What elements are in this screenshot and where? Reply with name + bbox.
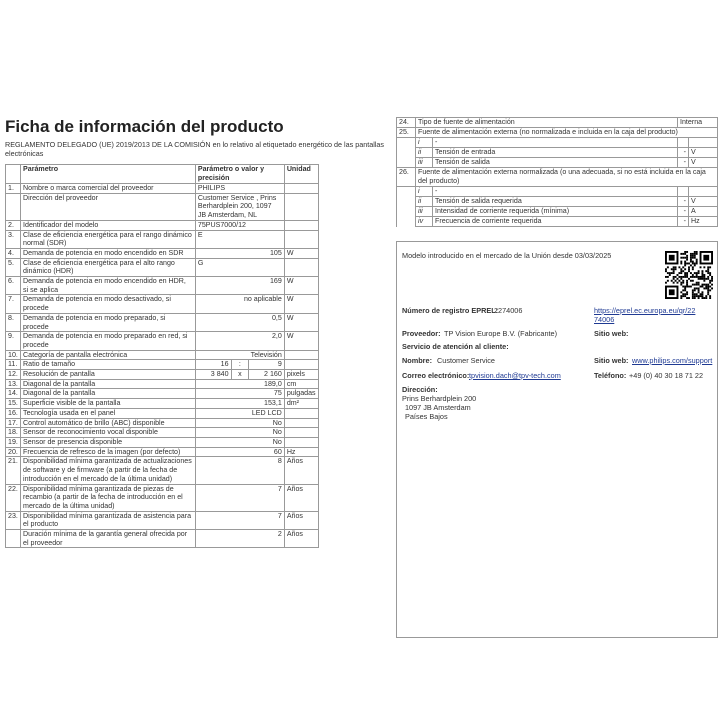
row-number: 18. [6,428,21,438]
power-supply-table [396,117,718,227]
row-unit: Años [284,511,318,529]
row-description: Clase de eficiencia energética para el alto rango dinámico (HDR) [21,258,196,276]
table-row [6,313,319,331]
table-sub-row [397,187,718,197]
row-unit [284,184,318,194]
row-number [397,217,416,227]
row-number: 26. [397,168,416,187]
row-number [397,148,416,158]
table-row [6,184,319,194]
table-row [397,168,718,187]
row-unit [284,230,318,248]
qr-code [665,251,713,299]
row-value [195,360,284,370]
row-value-part: 9 [277,360,282,369]
table-row [6,230,319,248]
row-description: Disponibilidad mínima garantizada de asistencia para el producto [21,511,196,529]
row-sub-index: iv [416,217,433,227]
row-value: 75 [195,389,284,399]
row-value: 60 [195,447,284,457]
row-number: 16. [6,408,21,418]
page-title: Ficha de información del producto [5,117,284,136]
table-row [6,350,319,360]
row-value: Televisión [195,350,284,360]
row-unit: Hz [284,447,318,457]
row-value: Customer Service , Prins Berhardplein 200, 1097 JB Amsterdam, NL [195,193,284,220]
row-number: 1. [6,184,21,194]
row-unit [284,418,318,428]
row-number [397,138,416,148]
row-number [397,158,416,168]
row-value: 2 [195,530,284,548]
row-number [397,207,416,217]
row-value [195,370,284,380]
row-description: Tensión de salida [433,158,678,168]
row-description: Clase de eficiencia energética para el rango dinámico normal (SDR) [21,230,196,248]
table-row [6,484,319,511]
row-value-part: 3 840 [196,370,231,379]
row-number: 25. [397,128,416,138]
table-row [6,511,319,529]
row-unit [284,428,318,438]
row-value: - [678,158,689,168]
phone-value: +49 (0) 40 30 18 71 22 [629,371,704,380]
row-unit: W [284,295,318,313]
row-number: 2. [6,220,21,230]
table-row [6,370,319,380]
table-row [6,389,319,399]
header-value: Parámetro o valor y precisión [195,165,284,184]
row-description: Superficie visible de la pantalla [21,399,196,409]
service-website-link[interactable]: www.philips.com/support [632,356,713,365]
row-number [397,187,416,197]
eprel-url-link-cont[interactable]: 74006 [594,315,615,324]
row-number: 4. [6,248,21,258]
row-description: - [433,138,678,148]
row-description: Tipo de fuente de alimentación [416,118,678,128]
regulation-subtitle: REGLAMENTO DELEGADO (UE) 2019/2013 DE LA COMISIÓN en lo relativo al etiquetado energético de las pantallas electrónicas [5,140,384,159]
header-parameter: Parámetro [21,165,196,184]
row-value-part: 16 [196,360,231,369]
row-value-part: x [231,370,249,379]
row-value-part: : [231,360,249,369]
row-unit [284,220,318,230]
row-number [397,197,416,207]
row-number: 7. [6,295,21,313]
table-row [6,447,319,457]
row-description: Diagonal de la pantalla [21,389,196,399]
row-number: 13. [6,379,21,389]
table-row [6,418,319,428]
service-name-value: Customer Service [437,356,495,365]
row-value: 7 [195,511,284,529]
row-sub-index: iii [416,207,433,217]
row-value: E [195,230,284,248]
row-description: Ratio de tamaño [21,360,196,370]
row-number: 12. [6,370,21,380]
row-value: G [195,258,284,276]
table-row [6,248,319,258]
row-value: LED LCD [195,408,284,418]
row-number: 5. [6,258,21,276]
row-description: Demanda de potencia en modo desactivado, si procede [21,295,196,313]
row-description: Demanda de potencia en modo encendido en HDR, si se aplica [21,277,196,295]
table-row [397,118,718,128]
table-row [6,332,319,350]
row-value [678,138,689,148]
row-unit: V [689,148,718,158]
row-unit [284,193,318,220]
row-number: 8. [6,313,21,331]
row-value: PHILIPS [195,184,284,194]
table-sub-row [397,158,718,168]
row-value: 105 [195,248,284,258]
row-unit [689,138,718,148]
row-value: - [678,148,689,158]
row-description: Resolución de pantalla [21,370,196,380]
email-link[interactable]: tpvision.dach@tpv-tech.com [469,371,561,380]
row-description: Duración mínima de la garantía general ofrecida por el proveedor [21,530,196,548]
row-unit: W [284,332,318,350]
row-sub-index: i [416,138,433,148]
row-description: Identificador del modelo [21,220,196,230]
product-info-table [5,164,319,548]
row-description: Disponibilidad mínima garantizada de piezas de recambio (a partir de la fecha de introducción en el mercado de la última unidad) [21,484,196,511]
row-description: Frecuencia de corriente requerida [433,217,678,227]
row-unit: Años [284,457,318,484]
row-description: Control automático de brillo (ABC) disponible [21,418,196,428]
table-row [6,360,319,370]
table-row [6,220,319,230]
row-description: Intensidad de corriente requerida (mínima) [433,207,678,217]
row-description: Sensor de presencia disponible [21,437,196,447]
address-line-2: 1097 JB Amsterdam [405,403,471,412]
row-unit [284,258,318,276]
row-number: 20. [6,447,21,457]
row-description: Disponibilidad mínima garantizada de actualizaciones de software y de firmware (a partir de la fecha de introducción en el mercado de la última unidad) [21,457,196,484]
table-row [6,277,319,295]
row-value: 189,0 [195,379,284,389]
row-value: - [678,197,689,207]
row-unit: cm [284,379,318,389]
row-unit: dm² [284,399,318,409]
table-sub-row [397,197,718,207]
customer-service-heading: Servicio de atención al cliente: [402,342,509,351]
row-unit: pulgadas [284,389,318,399]
row-value: 2,0 [195,332,284,350]
row-unit [284,437,318,447]
row-value: 169 [195,277,284,295]
row-number: 21. [6,457,21,484]
supplier-website-label: Sitio web: [594,329,629,338]
row-description: Fuente de alimentación externa (no normalizada e incluida en la caja del producto) [416,128,718,138]
eprel-url-link[interactable]: https://eprel.ec.europa.eu/qr/22 [594,306,696,315]
table-sub-row [397,138,718,148]
row-value: 75PUS7000/12 [195,220,284,230]
row-unit: W [284,277,318,295]
row-unit: Años [284,484,318,511]
row-sub-index: i [416,187,433,197]
table-sub-row [397,217,718,227]
row-value: no aplicable [195,295,284,313]
row-description: Tensión de salida requerida [433,197,678,207]
row-number: 10. [6,350,21,360]
row-value: No [195,418,284,428]
row-value: Interna [678,118,718,128]
row-description: Frecuencia de refresco de la imagen (por defecto) [21,447,196,457]
row-value: 7 [195,484,284,511]
phone-label: Teléfono: [594,371,627,380]
row-description: Demanda de potencia en modo preparado, si procede [21,313,196,331]
row-description: Sensor de reconocimiento vocal disponible [21,428,196,438]
row-number: 9. [6,332,21,350]
row-value: No [195,437,284,447]
row-value: - [678,217,689,227]
row-number: 17. [6,418,21,428]
row-description: Demanda de potencia en modo preparado en red, si procede [21,332,196,350]
header-number-cell [6,165,21,184]
row-unit [689,187,718,197]
table-row [6,193,319,220]
row-unit: W [284,248,318,258]
row-number [6,530,21,548]
eprel-reg-label: Número de registro EPREL: [402,306,499,315]
row-value: 0,5 [195,313,284,331]
row-unit: A [689,207,718,217]
row-number: 11. [6,360,21,370]
row-unit: V [689,197,718,207]
row-value: No [195,428,284,438]
table-row [6,399,319,409]
row-description: Fuente de alimentación externa normalizada (o una adecuada, si no está incluida en la caja del producto) [416,168,718,187]
row-sub-index: ii [416,148,433,158]
row-value-part: 2 160 [264,370,282,379]
service-website-label: Sitio web: [594,356,629,365]
email-label: Correo electrónico: [402,371,470,380]
table-sub-row [397,148,718,158]
row-value: 153,1 [195,399,284,409]
header-unit: Unidad [284,165,318,184]
table-row [6,428,319,438]
table-row [397,128,718,138]
row-number: 22. [6,484,21,511]
row-unit: W [284,313,318,331]
row-sub-index: iii [416,158,433,168]
row-value [678,187,689,197]
row-description: Dirección del proveedor [21,193,196,220]
table-row [6,457,319,484]
row-number: 23. [6,511,21,529]
row-description: - [433,187,678,197]
row-description: Demanda de potencia en modo encendido en SDR [21,248,196,258]
row-description: Diagonal de la pantalla [21,379,196,389]
market-intro-text: Modelo introducido en el mercado de la Unión desde 03/03/2025 [402,251,612,260]
row-number: 3. [6,230,21,248]
row-value: - [678,207,689,217]
supplier-label: Proveedor: [402,329,441,338]
row-unit: Hz [689,217,718,227]
row-unit [284,360,318,370]
row-unit: Años [284,530,318,548]
row-number: 24. [397,118,416,128]
row-description: Tensión de entrada [433,148,678,158]
address-line-1: Prins Berhardplein 200 [402,394,477,403]
row-description: Categoría de pantalla electrónica [21,350,196,360]
row-unit: pixels [284,370,318,380]
table-row [6,295,319,313]
row-sub-index: ii [416,197,433,207]
table-header-row [6,165,319,184]
address-label: Dirección: [402,385,438,394]
row-number [6,193,21,220]
table-row [6,408,319,418]
service-name-label: Nombre: [402,356,432,365]
row-number: 14. [6,389,21,399]
eprel-panel [396,241,718,638]
eprel-reg-value: 2274006 [494,306,523,315]
table-row [6,530,319,548]
table-row [6,379,319,389]
row-unit: V [689,158,718,168]
table-sub-row [397,207,718,217]
row-value: 8 [195,457,284,484]
table-row [6,258,319,276]
row-unit [284,350,318,360]
address-line-3: Países Bajos [405,412,448,421]
row-number: 6. [6,277,21,295]
row-unit [284,408,318,418]
row-number: 19. [6,437,21,447]
supplier-value: TP Vision Europe B.V. (Fabricante) [444,329,558,338]
row-description: Tecnología usada en el panel [21,408,196,418]
row-number: 15. [6,399,21,409]
table-row [6,437,319,447]
row-description: Nombre o marca comercial del proveedor [21,184,196,194]
